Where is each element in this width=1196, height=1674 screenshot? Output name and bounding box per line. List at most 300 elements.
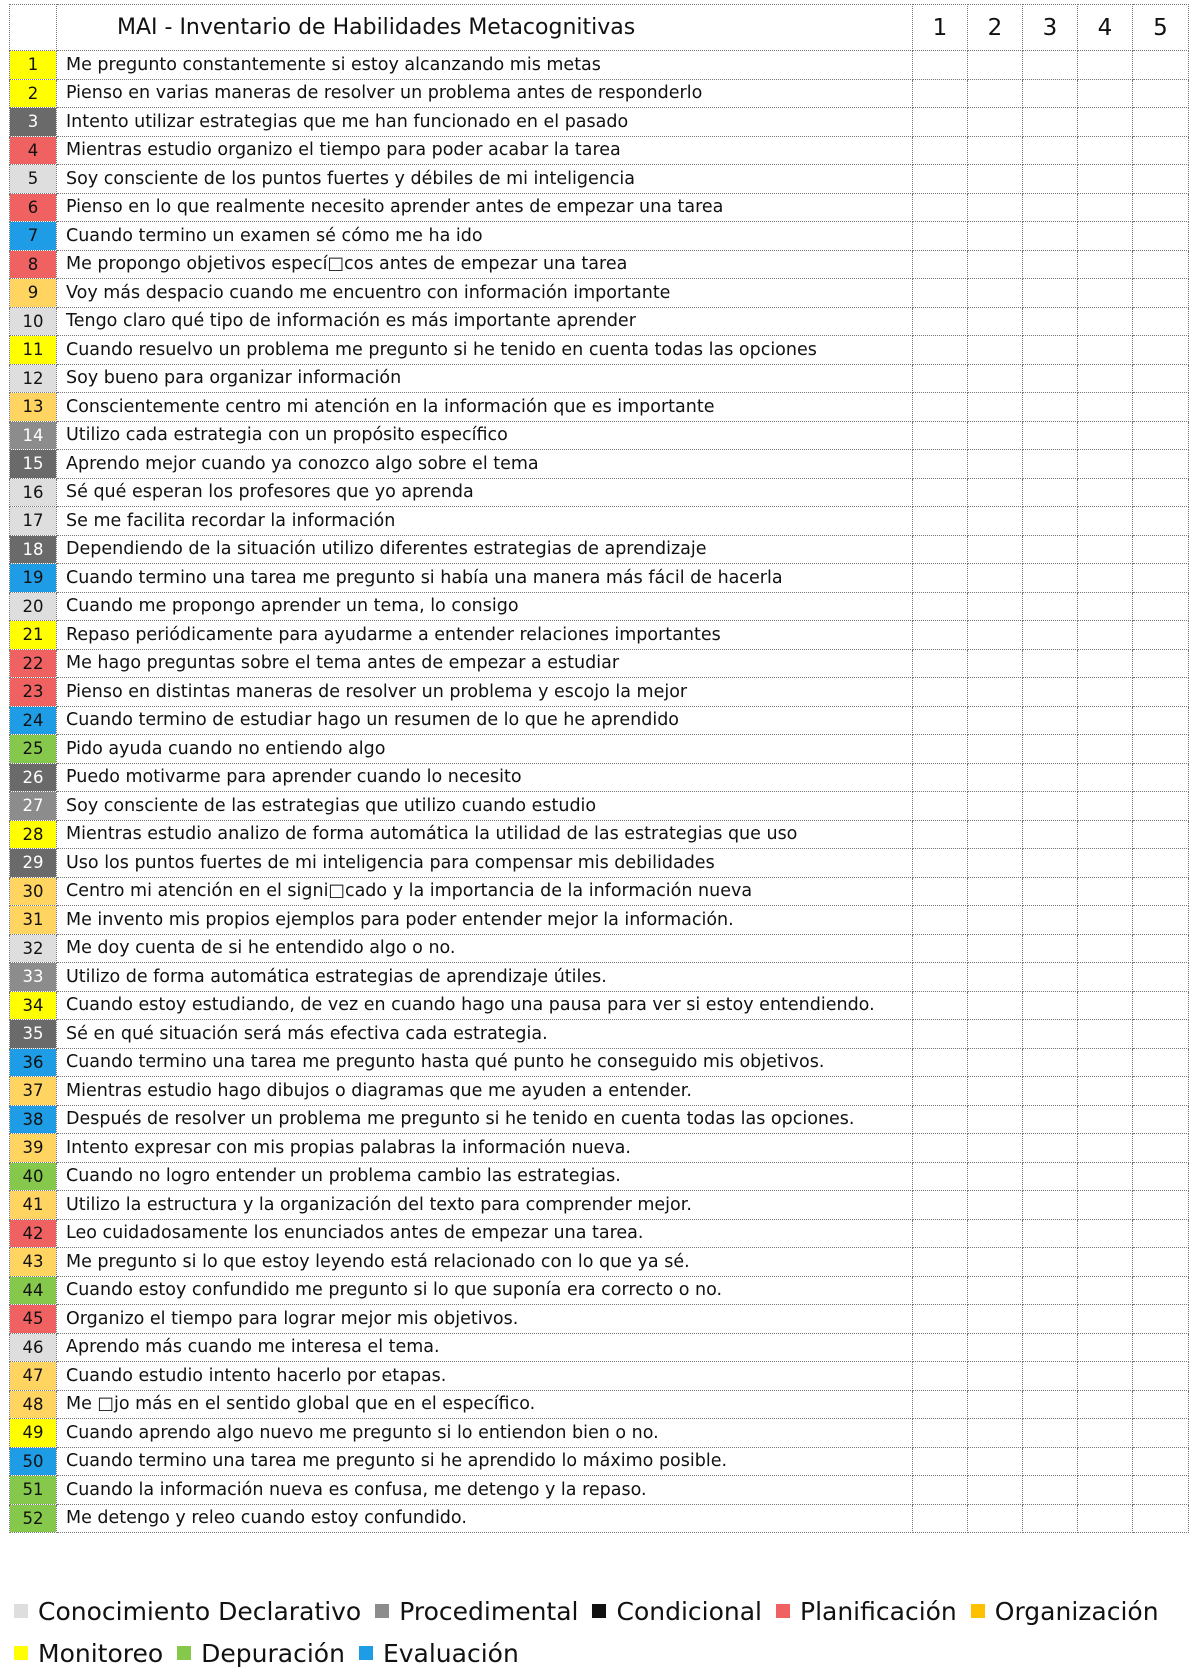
rating-cell-1[interactable] <box>913 1020 968 1049</box>
rating-cell-1[interactable] <box>913 421 968 450</box>
rating-cell-1[interactable] <box>913 193 968 222</box>
rating-cell-1[interactable] <box>913 1191 968 1220</box>
rating-cell-2[interactable] <box>968 1476 1023 1505</box>
rating-cell-5[interactable] <box>1133 1276 1189 1305</box>
rating-cell-4[interactable] <box>1078 507 1133 536</box>
legend-label: Organización <box>994 1596 1159 1626</box>
rating-cell-2[interactable] <box>968 250 1023 279</box>
rating-cell-5[interactable] <box>1133 877 1189 906</box>
rating-cell-3[interactable] <box>1023 307 1078 336</box>
table-row <box>10 136 1189 165</box>
rating-cell-1[interactable] <box>913 1333 968 1362</box>
rating-cell-5[interactable] <box>1133 963 1189 992</box>
rating-cell-4[interactable] <box>1078 1020 1133 1049</box>
rating-cell-4[interactable] <box>1078 820 1133 849</box>
rating-cell-4[interactable] <box>1078 934 1133 963</box>
rating-cell-5[interactable] <box>1133 250 1189 279</box>
rating-cell-5[interactable] <box>1133 51 1189 80</box>
rating-cell-1[interactable] <box>913 535 968 564</box>
rating-cell-4[interactable] <box>1078 1362 1133 1391</box>
rating-cell-4[interactable] <box>1078 450 1133 479</box>
legend-item-depuracion <box>177 1639 345 1668</box>
rating-cell-5[interactable] <box>1133 1305 1189 1334</box>
rating-cell-1[interactable] <box>913 1134 968 1163</box>
rating-cell-2[interactable] <box>968 336 1023 365</box>
rating-cell-2[interactable] <box>968 1419 1023 1448</box>
rating-cell-3[interactable] <box>1023 364 1078 393</box>
rating-cell-2[interactable] <box>968 735 1023 764</box>
item-number: 34 <box>10 991 57 1020</box>
rating-cell-4[interactable] <box>1078 1333 1133 1362</box>
legend-swatch-organizacion <box>971 1604 985 1618</box>
rating-cell-3[interactable] <box>1023 108 1078 137</box>
rating-cell-5[interactable] <box>1133 1362 1189 1391</box>
rating-cell-1[interactable] <box>913 1390 968 1419</box>
rating-cell-2[interactable] <box>968 906 1023 935</box>
rating-cell-3[interactable] <box>1023 849 1078 878</box>
rating-cell-5[interactable] <box>1133 1476 1189 1505</box>
rating-cell-3[interactable] <box>1023 1447 1078 1476</box>
rating-cell-5[interactable] <box>1133 849 1189 878</box>
rating-cell-3[interactable] <box>1023 735 1078 764</box>
rating-cell-5[interactable] <box>1133 507 1189 536</box>
rating-cell-5[interactable] <box>1133 1191 1189 1220</box>
rating-cell-2[interactable] <box>968 222 1023 251</box>
rating-cell-2[interactable] <box>968 792 1023 821</box>
rating-cell-5[interactable] <box>1133 336 1189 365</box>
rating-cell-2[interactable] <box>968 1219 1023 1248</box>
rating-cell-4[interactable] <box>1078 621 1133 650</box>
rating-cell-5[interactable] <box>1133 792 1189 821</box>
rating-cell-4[interactable] <box>1078 193 1133 222</box>
rating-cell-1[interactable] <box>913 279 968 308</box>
rating-cell-3[interactable] <box>1023 820 1078 849</box>
rating-cell-3[interactable] <box>1023 250 1078 279</box>
rating-cell-5[interactable] <box>1133 1333 1189 1362</box>
rating-cell-1[interactable] <box>913 336 968 365</box>
rating-cell-2[interactable] <box>968 1105 1023 1134</box>
item-number: 14 <box>10 421 57 450</box>
rating-cell-1[interactable] <box>913 678 968 707</box>
item-statement: Cuando estudio intento hacerlo por etapas. <box>57 1362 913 1391</box>
rating-cell-2[interactable] <box>968 1077 1023 1106</box>
rating-cell-4[interactable] <box>1078 564 1133 593</box>
rating-cell-4[interactable] <box>1078 1219 1133 1248</box>
rating-cell-1[interactable] <box>913 906 968 935</box>
rating-cell-2[interactable] <box>968 621 1023 650</box>
rating-cell-4[interactable] <box>1078 336 1133 365</box>
rating-cell-5[interactable] <box>1133 564 1189 593</box>
rating-cell-1[interactable] <box>913 1447 968 1476</box>
rating-cell-4[interactable] <box>1078 478 1133 507</box>
rating-cell-3[interactable] <box>1023 792 1078 821</box>
rating-cell-4[interactable] <box>1078 1419 1133 1448</box>
rating-cell-2[interactable] <box>968 1048 1023 1077</box>
rating-cell-4[interactable] <box>1078 421 1133 450</box>
rating-cell-5[interactable] <box>1133 592 1189 621</box>
rating-cell-1[interactable] <box>913 51 968 80</box>
rating-cell-1[interactable] <box>913 222 968 251</box>
table-row <box>10 1105 1189 1134</box>
rating-cell-3[interactable] <box>1023 1276 1078 1305</box>
rating-cell-4[interactable] <box>1078 963 1133 992</box>
rating-cell-5[interactable] <box>1133 108 1189 137</box>
rating-cell-2[interactable] <box>968 1333 1023 1362</box>
item-statement: Intento expresar con mis propias palabras la información nueva. <box>57 1134 913 1163</box>
item-number: 24 <box>10 706 57 735</box>
rating-cell-5[interactable] <box>1133 820 1189 849</box>
rating-cell-2[interactable] <box>968 564 1023 593</box>
rating-cell-1[interactable] <box>913 165 968 194</box>
rating-cell-1[interactable] <box>913 1476 968 1505</box>
rating-cell-1[interactable] <box>913 564 968 593</box>
item-statement: Pido ayuda cuando no entiendo algo <box>57 735 913 764</box>
rating-cell-3[interactable] <box>1023 165 1078 194</box>
rating-cell-5[interactable] <box>1133 165 1189 194</box>
rating-cell-3[interactable] <box>1023 1419 1078 1448</box>
rating-cell-2[interactable] <box>968 991 1023 1020</box>
rating-cell-2[interactable] <box>968 507 1023 536</box>
rating-cell-2[interactable] <box>968 1248 1023 1277</box>
rating-cell-1[interactable] <box>913 1504 968 1533</box>
legend-row <box>14 1590 1184 1632</box>
item-number: 40 <box>10 1162 57 1191</box>
rating-cell-3[interactable] <box>1023 1333 1078 1362</box>
rating-cell-5[interactable] <box>1133 535 1189 564</box>
table-row <box>10 393 1189 422</box>
table-row <box>10 735 1189 764</box>
rating-cell-5[interactable] <box>1133 621 1189 650</box>
rating-cell-5[interactable] <box>1133 906 1189 935</box>
item-number: 26 <box>10 763 57 792</box>
rating-cell-3[interactable] <box>1023 877 1078 906</box>
rating-cell-5[interactable] <box>1133 279 1189 308</box>
rating-cell-1[interactable] <box>913 592 968 621</box>
rating-cell-3[interactable] <box>1023 963 1078 992</box>
rating-cell-4[interactable] <box>1078 1077 1133 1106</box>
table-row <box>10 706 1189 735</box>
rating-cell-1[interactable] <box>913 763 968 792</box>
rating-cell-4[interactable] <box>1078 364 1133 393</box>
table-row <box>10 849 1189 878</box>
rating-cell-2[interactable] <box>968 165 1023 194</box>
rating-cell-2[interactable] <box>968 535 1023 564</box>
rating-cell-3[interactable] <box>1023 649 1078 678</box>
rating-cell-1[interactable] <box>913 1077 968 1106</box>
rating-cell-2[interactable] <box>968 478 1023 507</box>
rating-cell-2[interactable] <box>968 1504 1023 1533</box>
rating-cell-4[interactable] <box>1078 79 1133 108</box>
rating-cell-3[interactable] <box>1023 450 1078 479</box>
rating-cell-4[interactable] <box>1078 535 1133 564</box>
item-number: 44 <box>10 1276 57 1305</box>
rating-cell-5[interactable] <box>1133 393 1189 422</box>
rating-cell-2[interactable] <box>968 364 1023 393</box>
rating-cell-2[interactable] <box>968 1191 1023 1220</box>
rating-cell-3[interactable] <box>1023 1191 1078 1220</box>
rating-cell-5[interactable] <box>1133 1219 1189 1248</box>
rating-cell-4[interactable] <box>1078 678 1133 707</box>
item-statement: Me invento mis propios ejemplos para poder entender mejor la información. <box>57 906 913 935</box>
rating-cell-1[interactable] <box>913 1248 968 1277</box>
rating-cell-1[interactable] <box>913 649 968 678</box>
rating-cell-4[interactable] <box>1078 250 1133 279</box>
rating-cell-5[interactable] <box>1133 1020 1189 1049</box>
rating-cell-4[interactable] <box>1078 136 1133 165</box>
rating-cell-1[interactable] <box>913 1162 968 1191</box>
rating-cell-2[interactable] <box>968 79 1023 108</box>
rating-cell-4[interactable] <box>1078 877 1133 906</box>
rating-cell-1[interactable] <box>913 877 968 906</box>
rating-cell-1[interactable] <box>913 1419 968 1448</box>
rating-cell-3[interactable] <box>1023 1048 1078 1077</box>
rating-cell-3[interactable] <box>1023 1105 1078 1134</box>
rating-cell-3[interactable] <box>1023 279 1078 308</box>
rating-cell-5[interactable] <box>1133 307 1189 336</box>
rating-cell-1[interactable] <box>913 478 968 507</box>
rating-cell-1[interactable] <box>913 1305 968 1334</box>
rating-cell-1[interactable] <box>913 364 968 393</box>
rating-cell-2[interactable] <box>968 307 1023 336</box>
rating-cell-4[interactable] <box>1078 735 1133 764</box>
rating-cell-2[interactable] <box>968 877 1023 906</box>
rating-cell-2[interactable] <box>968 934 1023 963</box>
rating-cell-5[interactable] <box>1133 1447 1189 1476</box>
rating-cell-5[interactable] <box>1133 79 1189 108</box>
rating-cell-3[interactable] <box>1023 507 1078 536</box>
rating-cell-5[interactable] <box>1133 1419 1189 1448</box>
rating-cell-4[interactable] <box>1078 592 1133 621</box>
rating-cell-1[interactable] <box>913 136 968 165</box>
rating-cell-2[interactable] <box>968 1447 1023 1476</box>
rating-cell-5[interactable] <box>1133 735 1189 764</box>
rating-cell-4[interactable] <box>1078 1191 1133 1220</box>
rating-cell-4[interactable] <box>1078 1305 1133 1334</box>
rating-cell-2[interactable] <box>968 820 1023 849</box>
item-statement: Mientras estudio hago dibujos o diagramas que me ayuden a entender. <box>57 1077 913 1106</box>
rating-cell-2[interactable] <box>968 108 1023 137</box>
rating-cell-3[interactable] <box>1023 421 1078 450</box>
rating-cell-1[interactable] <box>913 108 968 137</box>
rating-cell-1[interactable] <box>913 963 968 992</box>
item-number: 27 <box>10 792 57 821</box>
rating-cell-4[interactable] <box>1078 393 1133 422</box>
rating-cell-5[interactable] <box>1133 1504 1189 1533</box>
rating-cell-2[interactable] <box>968 1020 1023 1049</box>
rating-cell-4[interactable] <box>1078 108 1133 137</box>
rating-cell-2[interactable] <box>968 279 1023 308</box>
rating-cell-4[interactable] <box>1078 222 1133 251</box>
rating-cell-3[interactable] <box>1023 991 1078 1020</box>
rating-cell-3[interactable] <box>1023 193 1078 222</box>
rating-cell-2[interactable] <box>968 136 1023 165</box>
rating-cell-5[interactable] <box>1133 478 1189 507</box>
rating-cell-4[interactable] <box>1078 1248 1133 1277</box>
scale-header-1: 1 <box>913 5 968 51</box>
rating-cell-1[interactable] <box>913 934 968 963</box>
rating-cell-2[interactable] <box>968 592 1023 621</box>
rating-cell-1[interactable] <box>913 79 968 108</box>
rating-cell-4[interactable] <box>1078 1447 1133 1476</box>
rating-cell-4[interactable] <box>1078 279 1133 308</box>
rating-cell-3[interactable] <box>1023 1219 1078 1248</box>
rating-cell-3[interactable] <box>1023 592 1078 621</box>
rating-cell-5[interactable] <box>1133 1162 1189 1191</box>
rating-cell-4[interactable] <box>1078 649 1133 678</box>
rating-cell-5[interactable] <box>1133 421 1189 450</box>
rating-cell-5[interactable] <box>1133 678 1189 707</box>
table-row <box>10 1419 1189 1448</box>
rating-cell-1[interactable] <box>913 1105 968 1134</box>
rating-cell-1[interactable] <box>913 735 968 764</box>
rating-cell-4[interactable] <box>1078 1476 1133 1505</box>
rating-cell-4[interactable] <box>1078 307 1133 336</box>
table-row <box>10 906 1189 935</box>
rating-cell-3[interactable] <box>1023 51 1078 80</box>
item-number: 50 <box>10 1447 57 1476</box>
rating-cell-3[interactable] <box>1023 1305 1078 1334</box>
rating-cell-5[interactable] <box>1133 763 1189 792</box>
rating-cell-2[interactable] <box>968 1162 1023 1191</box>
rating-cell-3[interactable] <box>1023 906 1078 935</box>
rating-cell-4[interactable] <box>1078 1105 1133 1134</box>
rating-cell-3[interactable] <box>1023 1020 1078 1049</box>
rating-cell-4[interactable] <box>1078 849 1133 878</box>
table-row <box>10 934 1189 963</box>
rating-cell-3[interactable] <box>1023 706 1078 735</box>
item-number: 13 <box>10 393 57 422</box>
rating-cell-5[interactable] <box>1133 1390 1189 1419</box>
rating-cell-5[interactable] <box>1133 706 1189 735</box>
rating-cell-5[interactable] <box>1133 1105 1189 1134</box>
rating-cell-2[interactable] <box>968 393 1023 422</box>
rating-cell-3[interactable] <box>1023 1476 1078 1505</box>
rating-cell-2[interactable] <box>968 849 1023 878</box>
rating-cell-1[interactable] <box>913 849 968 878</box>
rating-cell-3[interactable] <box>1023 1162 1078 1191</box>
rating-cell-1[interactable] <box>913 507 968 536</box>
item-number: 18 <box>10 535 57 564</box>
rating-cell-2[interactable] <box>968 678 1023 707</box>
rating-cell-3[interactable] <box>1023 1390 1078 1419</box>
item-number: 17 <box>10 507 57 536</box>
rating-cell-1[interactable] <box>913 706 968 735</box>
item-statement: Cuando termino una tarea me pregunto hasta qué punto he conseguido mis objetivos. <box>57 1048 913 1077</box>
rating-cell-5[interactable] <box>1133 222 1189 251</box>
rating-cell-2[interactable] <box>968 1276 1023 1305</box>
rating-cell-3[interactable] <box>1023 678 1078 707</box>
rating-cell-5[interactable] <box>1133 364 1189 393</box>
rating-cell-4[interactable] <box>1078 1390 1133 1419</box>
rating-cell-3[interactable] <box>1023 1362 1078 1391</box>
rating-cell-5[interactable] <box>1133 991 1189 1020</box>
rating-cell-5[interactable] <box>1133 1077 1189 1106</box>
rating-cell-1[interactable] <box>913 1276 968 1305</box>
rating-cell-2[interactable] <box>968 1362 1023 1391</box>
rating-cell-3[interactable] <box>1023 535 1078 564</box>
rating-cell-1[interactable] <box>913 621 968 650</box>
rating-cell-3[interactable] <box>1023 478 1078 507</box>
rating-cell-3[interactable] <box>1023 621 1078 650</box>
rating-cell-1[interactable] <box>913 393 968 422</box>
item-statement: Soy bueno para organizar información <box>57 364 913 393</box>
rating-cell-4[interactable] <box>1078 165 1133 194</box>
rating-cell-1[interactable] <box>913 307 968 336</box>
rating-cell-2[interactable] <box>968 1390 1023 1419</box>
rating-cell-3[interactable] <box>1023 336 1078 365</box>
rating-cell-2[interactable] <box>968 421 1023 450</box>
rating-cell-2[interactable] <box>968 51 1023 80</box>
rating-cell-5[interactable] <box>1133 1248 1189 1277</box>
rating-cell-2[interactable] <box>968 193 1023 222</box>
rating-cell-3[interactable] <box>1023 564 1078 593</box>
item-number: 7 <box>10 222 57 251</box>
item-number: 31 <box>10 906 57 935</box>
rating-cell-3[interactable] <box>1023 222 1078 251</box>
item-number: 12 <box>10 364 57 393</box>
rating-cell-4[interactable] <box>1078 906 1133 935</box>
rating-cell-4[interactable] <box>1078 763 1133 792</box>
item-number: 16 <box>10 478 57 507</box>
rating-cell-1[interactable] <box>913 450 968 479</box>
rating-cell-4[interactable] <box>1078 1134 1133 1163</box>
rating-cell-4[interactable] <box>1078 1048 1133 1077</box>
rating-cell-3[interactable] <box>1023 934 1078 963</box>
rating-cell-4[interactable] <box>1078 51 1133 80</box>
table-row <box>10 1134 1189 1163</box>
rating-cell-5[interactable] <box>1133 649 1189 678</box>
rating-cell-5[interactable] <box>1133 1134 1189 1163</box>
rating-cell-3[interactable] <box>1023 393 1078 422</box>
rating-cell-4[interactable] <box>1078 792 1133 821</box>
rating-cell-5[interactable] <box>1133 136 1189 165</box>
rating-cell-4[interactable] <box>1078 1504 1133 1533</box>
rating-cell-1[interactable] <box>913 1048 968 1077</box>
rating-cell-1[interactable] <box>913 820 968 849</box>
rating-cell-4[interactable] <box>1078 1162 1133 1191</box>
rating-cell-5[interactable] <box>1133 193 1189 222</box>
item-statement: Me propongo objetivos especí□cos antes de empezar una tarea <box>57 250 913 279</box>
rating-cell-2[interactable] <box>968 1134 1023 1163</box>
rating-cell-5[interactable] <box>1133 934 1189 963</box>
rating-cell-1[interactable] <box>913 991 968 1020</box>
rating-cell-4[interactable] <box>1078 991 1133 1020</box>
rating-cell-2[interactable] <box>968 706 1023 735</box>
rating-cell-2[interactable] <box>968 963 1023 992</box>
rating-cell-3[interactable] <box>1023 1134 1078 1163</box>
item-statement: Me hago preguntas sobre el tema antes de empezar a estudiar <box>57 649 913 678</box>
table-row <box>10 1305 1189 1334</box>
rating-cell-5[interactable] <box>1133 1048 1189 1077</box>
rating-cell-1[interactable] <box>913 792 968 821</box>
rating-cell-1[interactable] <box>913 250 968 279</box>
rating-cell-3[interactable] <box>1023 1504 1078 1533</box>
rating-cell-3[interactable] <box>1023 136 1078 165</box>
rating-cell-4[interactable] <box>1078 706 1133 735</box>
rating-cell-2[interactable] <box>968 649 1023 678</box>
rating-cell-3[interactable] <box>1023 1077 1078 1106</box>
rating-cell-1[interactable] <box>913 1219 968 1248</box>
rating-cell-4[interactable] <box>1078 1276 1133 1305</box>
rating-cell-3[interactable] <box>1023 763 1078 792</box>
rating-cell-5[interactable] <box>1133 450 1189 479</box>
rating-cell-3[interactable] <box>1023 1248 1078 1277</box>
rating-cell-3[interactable] <box>1023 79 1078 108</box>
rating-cell-2[interactable] <box>968 450 1023 479</box>
rating-cell-2[interactable] <box>968 763 1023 792</box>
rating-cell-2[interactable] <box>968 1305 1023 1334</box>
rating-cell-1[interactable] <box>913 1362 968 1391</box>
